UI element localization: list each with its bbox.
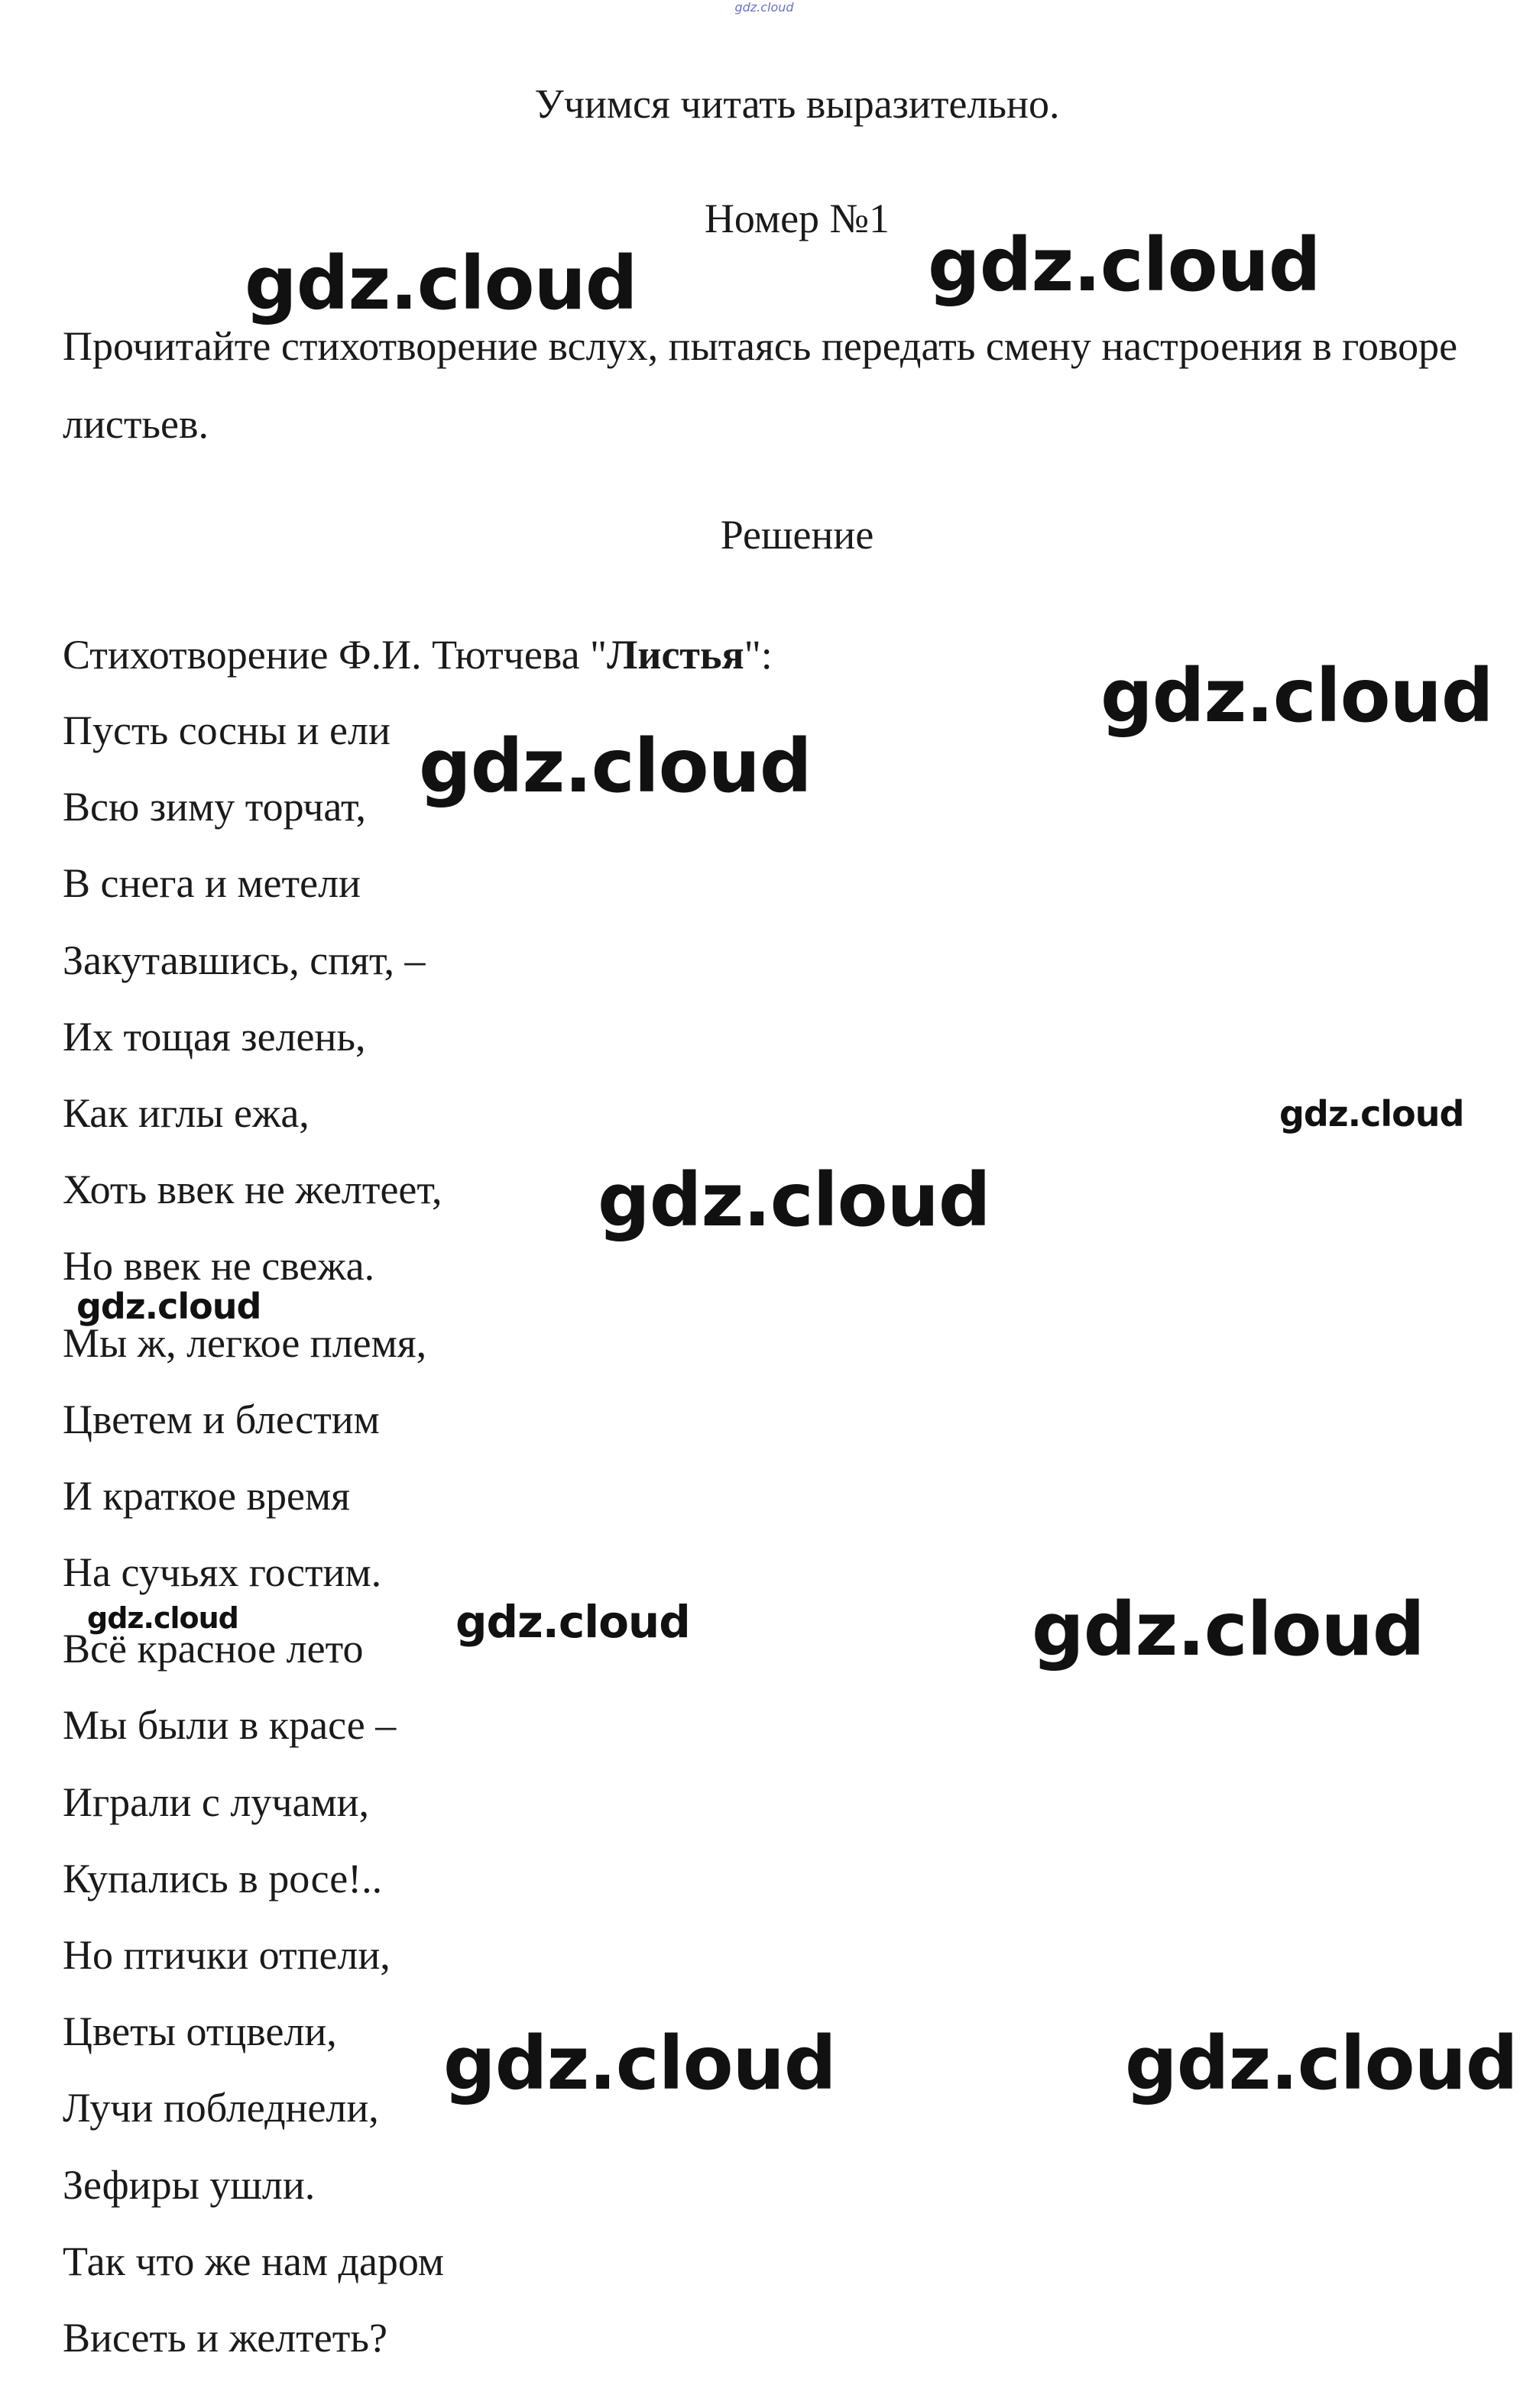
section-title: Учимся читать выразительно. <box>534 81 1060 127</box>
poem-line: Мы ж, легкое племя, <box>63 1319 427 1366</box>
poem-line: Всю зиму торчат, <box>63 784 367 830</box>
poem-line: Цветы отцвели, <box>63 2008 337 2055</box>
poem-line: Мы были в красе – <box>63 1702 397 1749</box>
poem-line: Всё красное лето <box>63 1626 364 1672</box>
watermark: gdz.cloud <box>598 1157 990 1243</box>
poem-title: Листья <box>607 632 744 678</box>
poem-line: Как иглы ежа, <box>63 1089 310 1136</box>
poem-line: Купались в росе!.. <box>63 1855 383 1901</box>
watermark: gdz.cloud <box>1032 1587 1424 1672</box>
poem-line: Так что же нам даром <box>63 2238 445 2284</box>
top-watermark: gdz.cloud <box>734 0 794 15</box>
poem-line: Закутавшись, спят, – <box>63 937 426 983</box>
watermark: gdz.cloud <box>1125 2021 1518 2106</box>
watermark: gdz.cloud <box>455 1596 690 1648</box>
poem-line: Висеть и желтеть? <box>63 2314 387 2361</box>
poem-line: Их тощая зелень, <box>63 1013 366 1060</box>
poem <box>63 706 444 2390</box>
watermark: gdz.cloud <box>443 2021 836 2106</box>
poem-line: Пусть сосны и ели <box>63 707 391 753</box>
watermark: gdz.cloud <box>928 222 1321 308</box>
task-text: Прочитайте стихотворение вслух, пытаясь передать смену настроения в говоре листьев. <box>63 323 1458 447</box>
watermark: gdz.cloud <box>87 1601 238 1635</box>
poem-intro-prefix: Стихотворение Ф.И. Тютчева " <box>63 632 608 678</box>
poem-line: Играли с лучами, <box>63 1778 370 1825</box>
poem-line: И краткое время <box>63 1472 350 1519</box>
poem-line: Зефиры ушли. <box>63 2161 316 2208</box>
poem-intro <box>63 630 773 679</box>
poem-line: На сучьях гостим. <box>63 1549 382 1596</box>
poem-line: Но ввек не свежа. <box>63 1243 375 1290</box>
watermark: gdz.cloud <box>1100 653 1493 739</box>
poem-line: Хоть ввек не желтеет, <box>63 1167 442 1213</box>
poem-line: Цветем и блестим <box>63 1396 380 1442</box>
watermark: gdz.cloud <box>419 723 812 809</box>
poem-line: Но птички отпели, <box>63 1932 391 1978</box>
poem-intro-suffix: ": <box>744 632 773 678</box>
exercise-number: Номер №1 <box>704 196 890 241</box>
poem-line: Лучи побледнели, <box>63 2085 379 2131</box>
poem-line: В снега и метели <box>63 860 361 907</box>
solution-title: Решение <box>720 512 874 558</box>
watermark: gdz.cloud <box>76 1286 261 1327</box>
watermark: gdz.cloud <box>245 241 637 326</box>
watermark: gdz.cloud <box>1279 1093 1464 1134</box>
